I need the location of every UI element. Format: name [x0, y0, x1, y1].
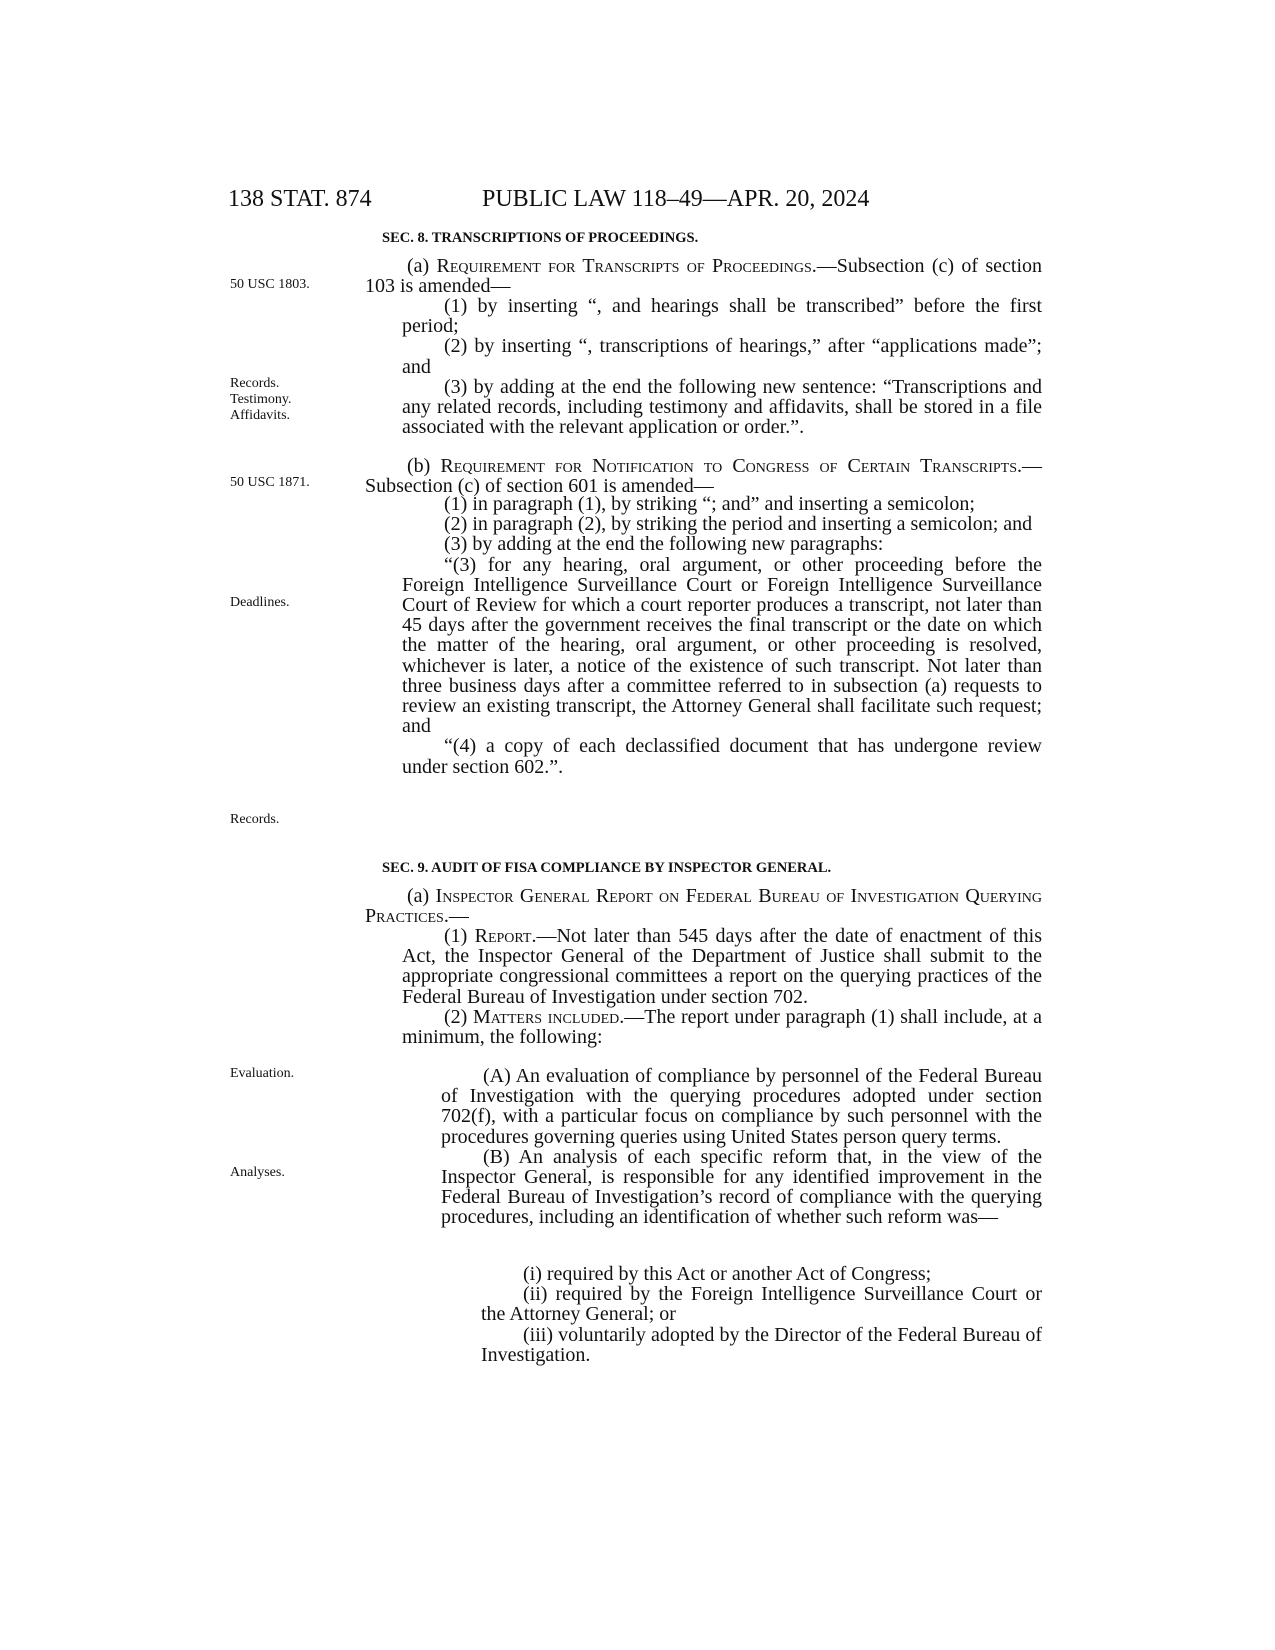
subsection-9a: (a) Inspector General Report on Federal Bureau of Investigation Querying Practices.— [365, 885, 1042, 928]
section-8-body [365, 256, 1042, 296]
paragraph-9a1: (1) Report.—Not later than 545 days after the date of enactment of this Act, the Inspector General of the Department of Justice shall submit to the appropriate congressional committees a report on the querying practices of the Federal Bureau of Investigation under section 702. [402, 925, 1042, 1008]
subparagraph-B: (B) An analysis of each specific reform that, in the view of the Inspector General, is responsible for any identified improvement in the Federal Bureau of Investigation’s record of compliance with the querying procedures, including an identification of whether such reform was— [441, 1145, 1042, 1229]
section-8a-paragraphs [402, 296, 1042, 437]
paragraph-8b3: (3) by adding at the end the following new paragraphs: [444, 533, 884, 556]
subsection-8b: (b) Requirement for Notification to Congress of Certain Transcripts.—Subsection (c) of section 601 is amended— [365, 455, 1042, 498]
statute-page-number: 138 STAT. 874 [228, 186, 372, 212]
section-9a-intro [365, 886, 1042, 926]
clause-iii: (iii) voluntarily adopted by the Director of the Federal Bureau of Investigation. [481, 1323, 1042, 1366]
margin-note-testimony: Testimony. [230, 392, 292, 407]
paragraph-9a2: (2) Matters included.—The report under paragraph (1) shall include, at a minimum, the following: [402, 1005, 1043, 1049]
quoted-paragraph-4: “(4) a copy of each declassified document that has undergone review under section 602.”. [402, 735, 1042, 778]
paragraph-8a2: (2) by inserting “, transcriptions of hearings,” after “applications made”; and [402, 335, 1042, 378]
clause-i: (i) required by this Act or another Act of Congress; [523, 1263, 932, 1285]
section-8-heading: SEC. 8. TRANSCRIPTIONS OF PROCEEDINGS. [382, 230, 699, 246]
paragraph-8b2: (2) in paragraph (2), by striking the period and inserting a semicolon; and [444, 513, 1033, 536]
margin-note-evaluation: Evaluation. [230, 1066, 295, 1081]
section-9-heading: SEC. 9. AUDIT OF FISA COMPLIANCE BY INSPECTOR GENERAL. [382, 860, 832, 876]
clause-ii: (ii) required by the Foreign Intelligence Surveillance Court or the Attorney General; or [481, 1283, 1042, 1326]
margin-note-50-usc-1871: 50 USC 1871. [230, 475, 310, 490]
section-8b-paragraphs [402, 494, 1042, 777]
paragraph-8b1: (1) in paragraph (1), by striking “; and” and inserting a semicolon; [444, 493, 975, 515]
margin-note-50-usc-1803: 50 USC 1803. [230, 277, 310, 292]
section-8b-intro [365, 456, 1042, 496]
public-law-header: PUBLIC LAW 118–49—APR. 20, 2024 [482, 186, 870, 212]
margin-note-affidavits: Affidavits. [230, 408, 291, 423]
margin-note-records-2: Records. [230, 812, 280, 827]
margin-note-deadlines: Deadlines. [230, 595, 290, 610]
margin-note-analyses: Analyses. [230, 1165, 285, 1180]
section-9a2B-clauses [481, 1264, 1042, 1365]
subsection-8a: (a) Requirement for Transcripts of Proceedings.—Subsection (c) of section 103 is amended— [365, 255, 1043, 298]
margin-note-records: Records. [230, 376, 280, 391]
paragraph-8a1: (1) by inserting “, and hearings shall be transcribed” before the first period; [402, 295, 1042, 338]
subparagraph-A: (A) An evaluation of compliance by personnel of the Federal Bureau of Investigation with the querying procedures adopted under section 702(f), with a particular focus on compliance by such personnel with the procedures governing queries using United States person query terms. [441, 1065, 1042, 1148]
section-9a-paragraphs [402, 926, 1042, 1047]
section-9a2-subparagraphs [441, 1066, 1042, 1228]
paragraph-8a3: (3) by adding at the end the following new sentence: “Transcriptions and any related records, including testimony and affidavits, shall be stored in a file associated with the relevant application or order.”. [402, 375, 1042, 439]
quoted-paragraph-3: “(3) for any hearing, oral argument, or other proceeding before the Foreign Intelligence Surveillance Court or Foreign Intelligence Surveillance Court of Review for which a court reporter produces a transcript, not later than 45 days after the government receives the final transcript or the date on which the matter of the hearing, oral argument, or other proceeding is resolved, whichever is later, a notice of the existence of such transcript. Not later than three business days after a committee referred to in subsection (a) requests to review an existing transcript, the Attorney General shall facilitate such request; and [402, 553, 1042, 738]
